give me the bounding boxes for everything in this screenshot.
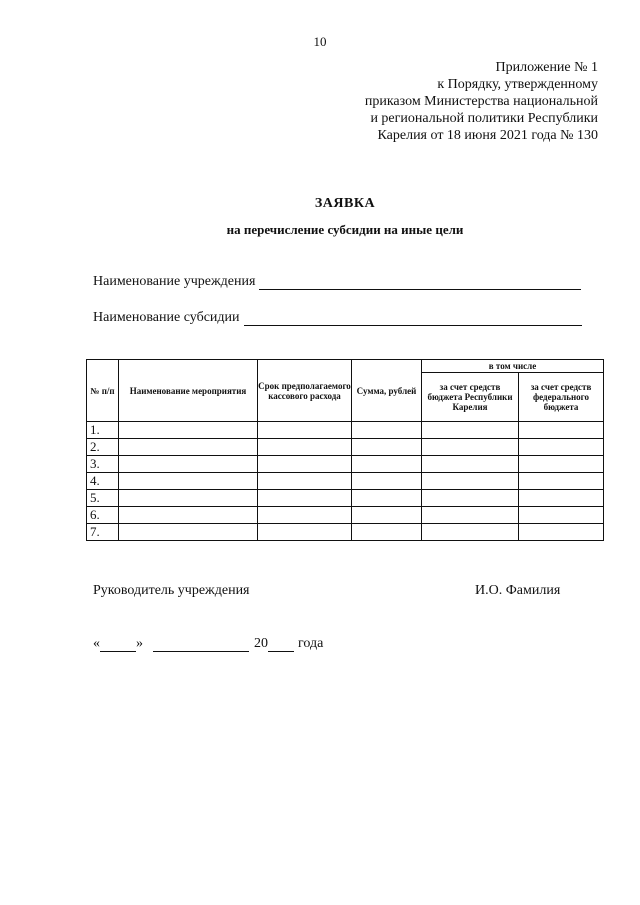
activity-cell[interactable]	[119, 473, 258, 490]
row-number: 2.	[87, 439, 119, 456]
term-cell[interactable]	[258, 507, 352, 524]
date-close-quote: »	[136, 636, 143, 651]
term-cell[interactable]	[258, 490, 352, 507]
table-row	[87, 439, 604, 456]
page-number: 10	[313, 34, 327, 49]
sum-cell[interactable]	[352, 456, 422, 473]
table-row	[87, 473, 604, 490]
appendix-line: и региональной политики Республики	[370, 111, 598, 126]
sum-cell[interactable]	[352, 524, 422, 541]
federal-cell[interactable]	[519, 507, 604, 524]
table-row	[87, 524, 604, 541]
term-cell[interactable]	[258, 439, 352, 456]
sum-cell[interactable]	[352, 422, 422, 439]
row-number: 3.	[87, 456, 119, 473]
appendix-line: Карелия от 18 июня 2021 года № 130	[377, 128, 598, 143]
date-line	[93, 636, 323, 652]
signature-name: И.О. Фамилия	[475, 583, 561, 598]
sum-cell[interactable]	[352, 507, 422, 524]
row-number: 4.	[87, 473, 119, 490]
activity-cell[interactable]	[119, 490, 258, 507]
appendix-block	[365, 59, 598, 144]
institution-label: Наименование учреждения	[93, 274, 256, 289]
regional-cell[interactable]	[422, 524, 519, 541]
appendix-line: Приложение № 1	[495, 60, 598, 75]
header-including: в том числе	[422, 360, 604, 373]
federal-cell[interactable]	[519, 473, 604, 490]
federal-cell[interactable]	[519, 422, 604, 439]
subsidy-blank-line[interactable]	[244, 311, 582, 326]
header-term: Срок предполагаемого кассового расхода	[258, 360, 352, 422]
table-row	[87, 422, 604, 439]
header-federal-budget: за счет средств федерального бюджета	[519, 373, 604, 422]
term-cell[interactable]	[258, 422, 352, 439]
date-year-suffix: года	[298, 636, 324, 651]
table-row	[87, 456, 604, 473]
subsidy-label: Наименование субсидии	[93, 310, 240, 325]
federal-cell[interactable]	[519, 490, 604, 507]
sum-cell[interactable]	[352, 439, 422, 456]
row-number: 7.	[87, 524, 119, 541]
federal-cell[interactable]	[519, 439, 604, 456]
federal-cell[interactable]	[519, 456, 604, 473]
activity-cell[interactable]	[119, 507, 258, 524]
regional-cell[interactable]	[422, 422, 519, 439]
appendix-line: приказом Министерства национальной	[364, 94, 598, 109]
date-day-blank[interactable]	[100, 638, 136, 652]
signature-label: Руководитель учреждения	[93, 583, 250, 598]
header-activity: Наименование мероприятия	[119, 360, 258, 422]
date-year-blank[interactable]	[268, 638, 294, 652]
activity-cell[interactable]	[119, 524, 258, 541]
row-number: 1.	[87, 422, 119, 439]
appendix-line: к Порядку, утвержденному	[437, 77, 598, 92]
header-sum: Сумма, рублей	[352, 360, 422, 422]
subsidy-field	[93, 310, 582, 326]
document-subtitle: на перечисление субсидии на иные цели	[226, 222, 464, 237]
row-number: 6.	[87, 507, 119, 524]
institution-field	[93, 274, 581, 290]
date-month-blank[interactable]	[153, 638, 249, 652]
activity-cell[interactable]	[119, 439, 258, 456]
table-row	[87, 507, 604, 524]
activity-cell[interactable]	[119, 422, 258, 439]
sum-cell[interactable]	[352, 490, 422, 507]
row-number: 5.	[87, 490, 119, 507]
term-cell[interactable]	[258, 456, 352, 473]
sum-cell[interactable]	[352, 473, 422, 490]
header-num: № п/п	[87, 360, 119, 422]
regional-cell[interactable]	[422, 439, 519, 456]
table-row	[87, 490, 604, 507]
date-open-quote: «	[93, 636, 100, 651]
term-cell[interactable]	[258, 473, 352, 490]
document-title: ЗАЯВКА	[314, 196, 376, 211]
header-regional-budget: за счет средств бюджета Республики Карелия	[422, 373, 519, 422]
regional-cell[interactable]	[422, 507, 519, 524]
federal-cell[interactable]	[519, 524, 604, 541]
activity-cell[interactable]	[119, 456, 258, 473]
term-cell[interactable]	[258, 524, 352, 541]
regional-cell[interactable]	[422, 473, 519, 490]
activities-table	[86, 359, 604, 541]
date-year-prefix: 20	[254, 636, 268, 651]
regional-cell[interactable]	[422, 490, 519, 507]
institution-blank-line[interactable]	[259, 275, 581, 290]
regional-cell[interactable]	[422, 456, 519, 473]
